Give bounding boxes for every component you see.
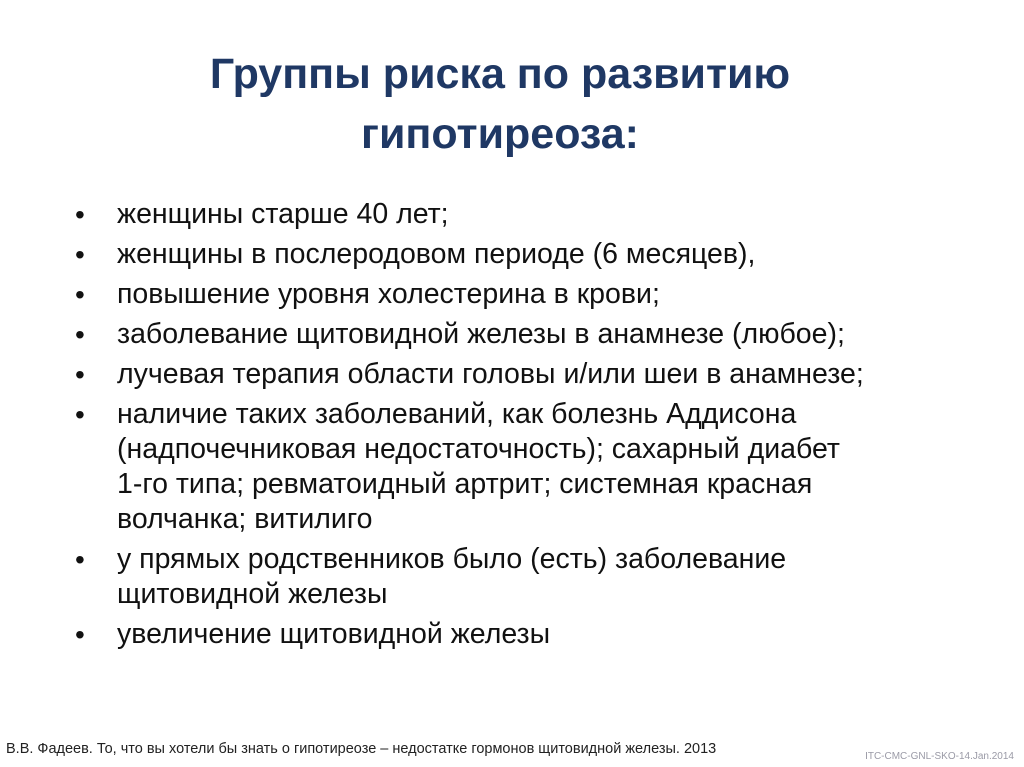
bullet-point-icon: • xyxy=(75,359,85,390)
list-item-line: увеличение щитовидной железы xyxy=(117,618,551,650)
title-line-1: Группы риска по развитию xyxy=(209,50,791,98)
list-item-line: (надпочечниковая недостаточность); сахарный диабет xyxy=(117,433,840,465)
list-item-line: наличие таких заболеваний, как болезнь Аддисона xyxy=(117,398,797,430)
list-item xyxy=(75,617,995,652)
list-item xyxy=(75,397,995,537)
slide-title xyxy=(0,44,1000,164)
bullet-point-icon: • xyxy=(75,279,85,310)
bullet-point-icon: • xyxy=(75,239,85,270)
list-item-line: 1-го типа; ревматоидный артрит; системная красная xyxy=(117,468,813,500)
bullet-point-icon: • xyxy=(75,399,85,430)
list-item-line: заболевание щитовидной железы в анамнезе (любое); xyxy=(117,318,845,350)
list-item xyxy=(75,197,995,232)
list-item xyxy=(75,357,995,392)
list-item-line: волчанка; витилиго xyxy=(117,503,373,535)
list-item-line: женщины в послеродовом периоде (6 месяцев), xyxy=(117,238,756,270)
list-item xyxy=(75,277,995,312)
list-item-line: лучевая терапия области головы и/или шеи в анамнезе; xyxy=(117,358,864,390)
list-item-line: щитовидной железы xyxy=(117,578,388,610)
list-item-line: повышение уровня холестерина в крови; xyxy=(117,278,660,310)
risk-group-list xyxy=(75,197,995,657)
list-item xyxy=(75,237,995,272)
title-line-2: гипотиреоза: xyxy=(361,110,639,158)
bullet-point-icon: • xyxy=(75,199,85,230)
source-citation: В.В. Фадеев. То, что вы хотели бы знать о гипотиреозе – недостатке гормонов щитовидной железы. 2013 xyxy=(6,741,717,757)
document-code: ITC-CMC-GNL-SKO-14.Jan.2014 xyxy=(865,751,1014,762)
list-item-line: у прямых родственников было (есть) заболевание xyxy=(117,543,787,575)
list-item xyxy=(75,542,995,612)
list-item xyxy=(75,317,995,352)
bullet-point-icon: • xyxy=(75,319,85,350)
list-item-line: женщины старше 40 лет; xyxy=(117,198,449,230)
bullet-point-icon: • xyxy=(75,619,85,650)
bullet-point-icon: • xyxy=(75,544,85,575)
